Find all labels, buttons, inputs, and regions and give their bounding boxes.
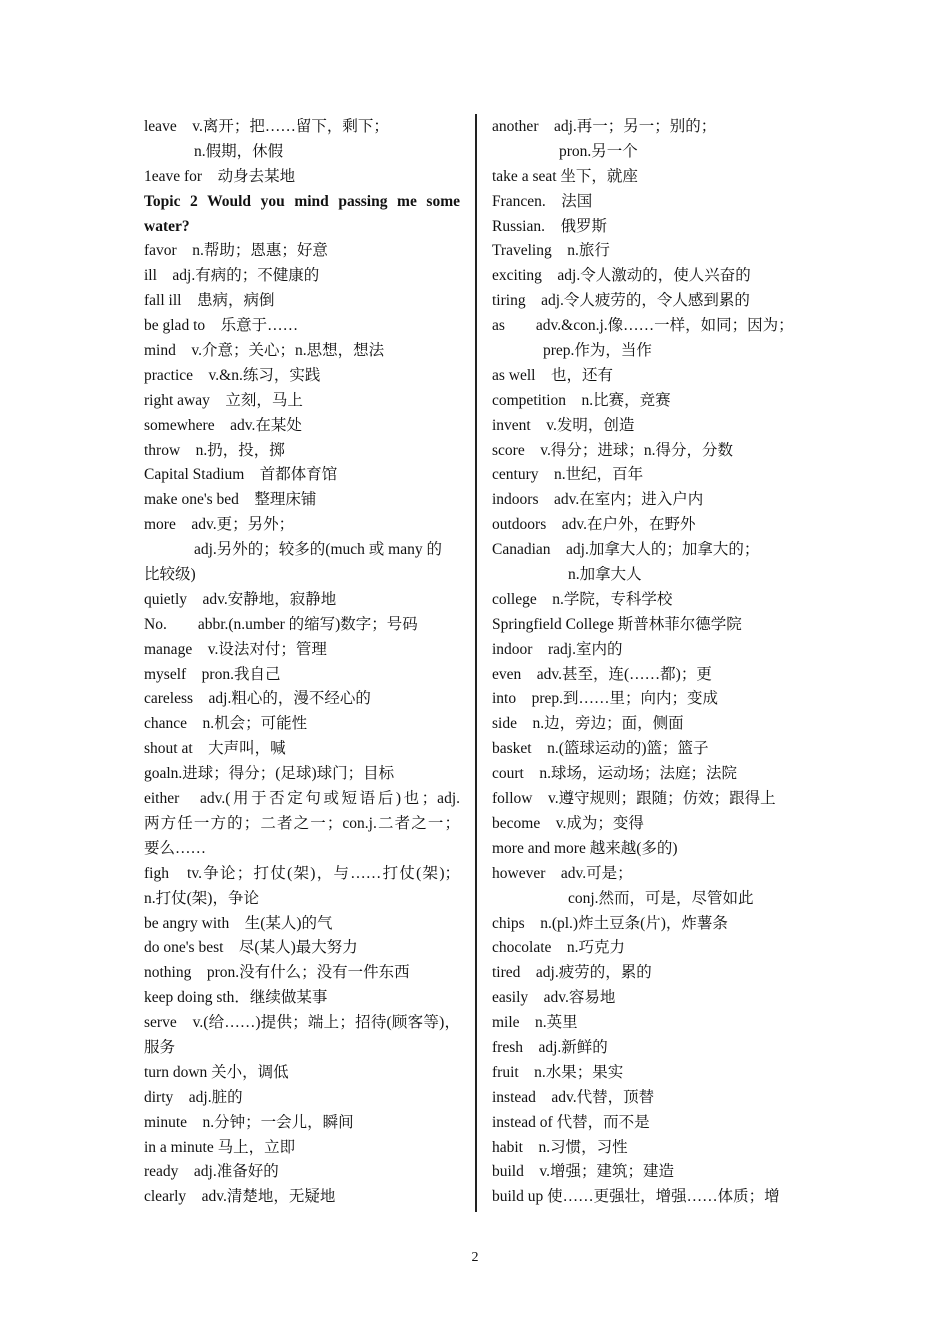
vocab-line: basket n.(篮球运动的)篮；篮子 <box>492 740 709 758</box>
vocab-line: into prep.到……里；向内；变成 <box>492 690 719 708</box>
vocab-line: clearly adv.清楚地，无疑地 <box>144 1188 336 1206</box>
vocab-line: n.加拿大人 <box>568 566 642 584</box>
vocab-line: Traveling n.旅行 <box>492 242 610 260</box>
vocab-line: fall ill 患病，病倒 <box>144 292 275 310</box>
vocab-line: mile n.英里 <box>492 1014 578 1032</box>
left-vocabulary-column <box>144 115 460 1210</box>
vocab-line: keep doing sth．继续做某事 <box>144 989 328 1007</box>
vocab-line: n.假期，休假 <box>194 142 284 160</box>
vocab-line: another adj.再一；另一；别的； <box>492 118 717 135</box>
vocab-line: chocolate n.巧克力 <box>492 939 626 957</box>
vocab-line: do one's best 尽(某人)最大努力 <box>144 939 358 957</box>
vocab-line: follow v.遵守规则；跟随；仿效；跟得上 <box>492 790 776 808</box>
vocab-line: nothing pron.没有什么；没有一件东西 <box>144 964 410 982</box>
vocab-line: make one's bed 整理床铺 <box>144 491 317 509</box>
vocab-line: Francen. 法国 <box>492 192 593 210</box>
vocab-line: competition n.比赛，竞赛 <box>492 391 671 409</box>
vocab-line: Canadian adj.加拿大人的；加拿大的； <box>492 541 760 559</box>
vocab-line: court n.球场，运动场；法庭；法院 <box>492 765 737 783</box>
vocab-line: Capital Stadium 首都体育馆 <box>144 466 338 484</box>
vocab-line: leave v.离开；把……留下，剩下； <box>144 118 389 135</box>
vocab-line: be angry with 生(某人)的气 <box>144 914 333 932</box>
vocab-line: exciting adj.令人激动的，使人兴奋的 <box>492 267 751 285</box>
vocab-line: tiring adj.令人疲劳的，令人感到累的 <box>492 292 750 310</box>
vocab-line: build up 使……更强壮，增强……体质；增 <box>492 1188 780 1206</box>
column-divider <box>475 114 477 1212</box>
vocab-line: prep.作为，当作 <box>543 342 652 360</box>
vocab-line: water? <box>144 217 190 235</box>
vocab-line: right away 立刻，马上 <box>144 391 303 409</box>
vocab-line: invent v.发明，创造 <box>492 416 635 434</box>
vocab-line: tired adj.疲劳的，累的 <box>492 964 652 982</box>
vocab-line: side n.边，旁边；面，侧面 <box>492 715 684 733</box>
vocab-line: careless adj.粗心的，漫不经心的 <box>144 690 371 708</box>
vocab-line: favor n.帮助；恩惠；好意 <box>144 242 328 260</box>
vocab-line: be glad to 乐意于…… <box>144 317 299 335</box>
vocab-line: as adv.&con.j.像……一样，如同；因为； <box>492 317 794 335</box>
vocab-line: instead adv.代替，顶替 <box>492 1088 655 1106</box>
vocab-line: ill adj.有病的；不健康的 <box>144 267 320 285</box>
vocab-line: score v.得分；进球；n.得分，分数 <box>492 441 733 459</box>
vocab-line: 1eave for 动身去某地 <box>144 167 296 185</box>
vocab-line: indoors adv.在室内；进入户内 <box>492 491 704 509</box>
vocab-line: minute n.分钟；一会儿，瞬间 <box>144 1113 354 1131</box>
vocab-line: outdoors adv.在户外，在野外 <box>492 516 696 534</box>
vocab-line: take a seat 坐下，就座 <box>492 167 638 185</box>
vocab-line: pron.另一个 <box>559 142 638 160</box>
vocab-line: however adv.可是； <box>492 864 633 882</box>
vocab-line: chips n.(pl.)炸土豆条(片)，炸薯条 <box>492 914 728 932</box>
vocab-line: goaln.进球；得分；(足球)球门；目标 <box>144 765 395 783</box>
vocab-line: more adv.更；另外； <box>144 516 295 534</box>
vocab-line: more and more 越来越(多的) <box>492 839 678 857</box>
vocab-line: in a minute 马上，立即 <box>144 1138 296 1156</box>
vocab-line: practice v.&n.练习，实践 <box>144 366 321 384</box>
vocab-line: quietly adv.安静地，寂静地 <box>144 590 337 608</box>
vocab-line: 比较级) <box>144 566 196 584</box>
vocab-line: either adv.(用于否定句或短语后)也；adj. <box>144 790 460 808</box>
right-vocabulary-column <box>492 115 810 1210</box>
vocab-line: easily adv.容易地 <box>492 989 616 1007</box>
vocab-line: instead of 代替，而不是 <box>492 1113 650 1131</box>
vocab-line: fresh adj.新鲜的 <box>492 1038 608 1056</box>
vocab-line: century n.世纪，百年 <box>492 466 644 484</box>
vocab-line: as well 也，还有 <box>492 366 613 384</box>
vocab-line: mind v.介意；关心；n.思想，想法 <box>144 342 385 360</box>
vocab-line: shout at 大声叫，喊 <box>144 740 286 758</box>
vocab-line: fruit n.水果；果实 <box>492 1063 624 1081</box>
vocab-line: habit n.习惯，习性 <box>492 1138 628 1156</box>
vocab-line: chance n.机会；可能性 <box>144 715 308 733</box>
vocab-line: myself pron.我自己 <box>144 665 281 683</box>
vocab-line: somewhere adv.在某处 <box>144 416 302 434</box>
vocab-line: indoor radj.室内的 <box>492 640 623 658</box>
vocab-line: even adv.甚至，连(……都)；更 <box>492 665 712 683</box>
vocab-line: Springfield College 斯普林菲尔德学院 <box>492 615 742 633</box>
vocab-line: n.打仗(架)，争论 <box>144 889 259 907</box>
vocab-line: dirty adj.脏的 <box>144 1088 243 1106</box>
vocab-line: conj.然而，可是，尽管如此 <box>568 889 754 907</box>
vocab-line: 两方任一方的；二者之一；con.j.二者之一； <box>144 814 460 832</box>
vocab-line: ready adj.准备好的 <box>144 1163 279 1181</box>
vocab-line: become v.成为；变得 <box>492 814 644 832</box>
page-number: 2 <box>471 1250 479 1265</box>
vocab-line: turn down 关小，调低 <box>144 1063 289 1081</box>
vocab-line: build v.增强；建筑；建造 <box>492 1163 674 1181</box>
vocab-line: manage v.设法对付；管理 <box>144 640 327 658</box>
vocab-line: college n.学院，专科学校 <box>492 590 673 608</box>
vocab-line: No. abbr.(n.umber 的缩写)数字；号码 <box>144 615 418 633</box>
vocab-line: serve v.(给……)提供；端上；招待(顾客等)， <box>144 1014 460 1032</box>
vocab-line: Russian. 俄罗斯 <box>492 217 607 235</box>
vocab-line: figh tv.争论；打仗(架)，与……打仗(架)； <box>144 864 460 882</box>
vocab-line: throw n.扔，投，掷 <box>144 441 285 459</box>
vocab-line: 要么…… <box>144 839 207 857</box>
vocab-line: adj.另外的；较多的(much 或 many 的 <box>194 541 442 559</box>
vocab-line: 服务 <box>144 1038 176 1056</box>
vocab-line: Topic 2 Would you mind passing me some <box>144 192 460 210</box>
